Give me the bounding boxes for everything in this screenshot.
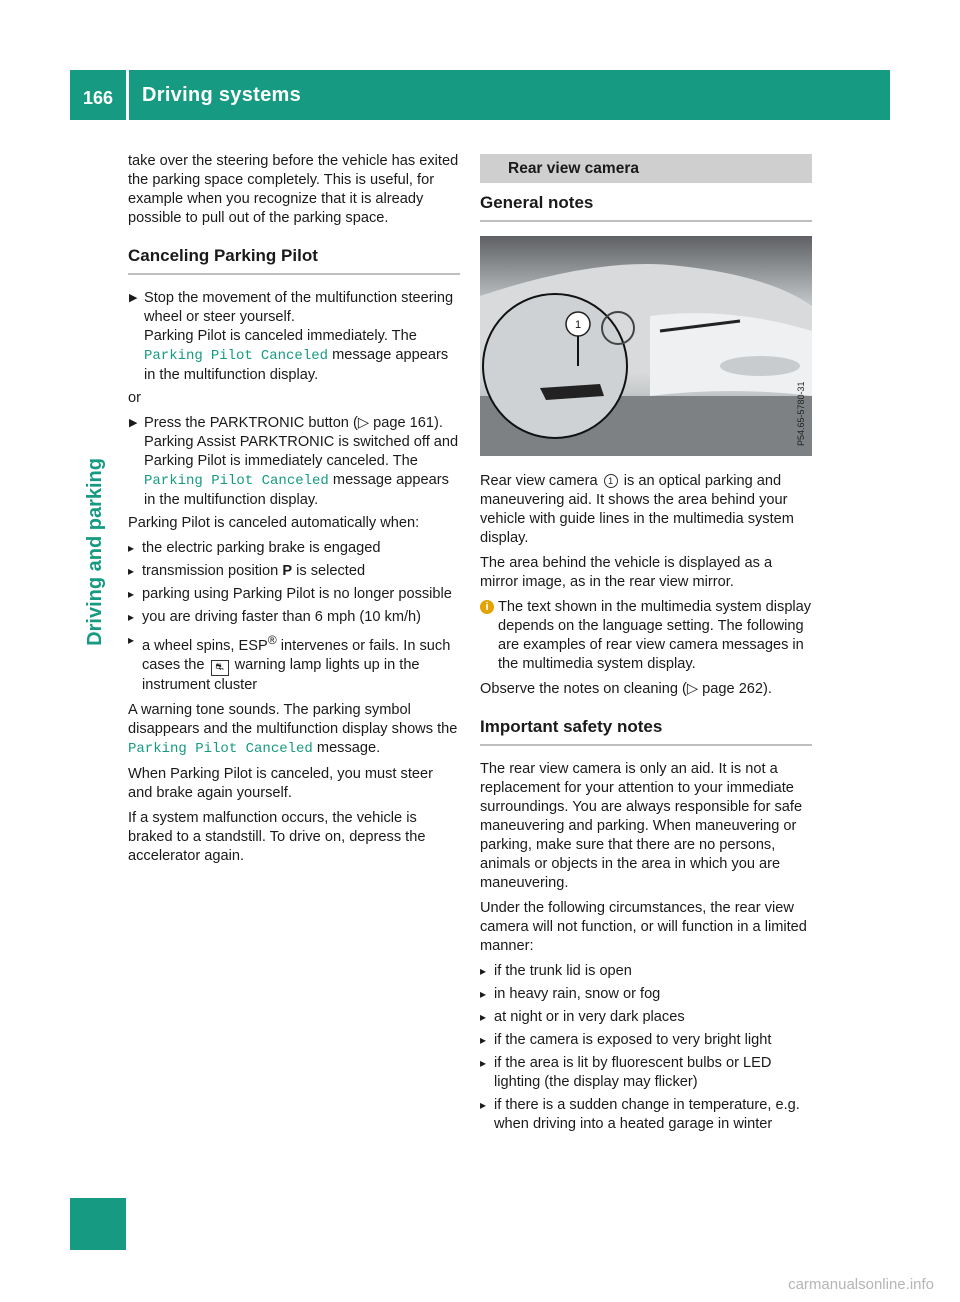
step1-result-b: message appears in the multifunction display. xyxy=(144,347,449,383)
cleaning-page-ref[interactable]: page 262). xyxy=(702,681,772,697)
section-title-bar: Rear view camera xyxy=(480,154,812,183)
list-item: ▸ if the area is lit by fluorescent bulbs or LED lighting (the display may flicker) xyxy=(480,1054,812,1092)
info-icon: i xyxy=(480,600,494,614)
step1-result-a: Parking Pilot is canceled immediately. The xyxy=(144,328,417,344)
photo-callout-number: 1 xyxy=(574,319,582,331)
intro-paragraph: take over the steering before the vehicle has exited the parking space completely. This is useful, for example when you recognize that it is already possible to pull out of the parking space. xyxy=(128,153,459,226)
step-press-parktronic xyxy=(128,414,460,510)
bullet-tail: is selected xyxy=(296,563,366,579)
chapter-title: Driving systems xyxy=(142,84,302,106)
camera-description xyxy=(480,472,812,548)
msg-parking-pilot-canceled: Parking Pilot Canceled xyxy=(128,740,313,757)
auto-cancel-intro: Parking Pilot is canceled automatically when: xyxy=(128,515,420,531)
list-item: ▸ the electric parking brake is engaged xyxy=(128,539,460,558)
rear-camera-photo xyxy=(480,236,812,456)
step-arrow-icon: ▶ xyxy=(129,417,138,429)
page-number: 166 xyxy=(82,88,114,108)
list-item: ▸ if the camera is exposed to very bright light xyxy=(480,1031,812,1050)
car-rear-illustration xyxy=(480,236,812,456)
or-separator: or xyxy=(128,390,141,406)
header-divider xyxy=(126,70,129,120)
canceling-heading: Canceling Parking Pilot xyxy=(128,246,460,275)
step2-result-a: Parking Assist PARKTRONIC is switched off and Parking Pilot is immediately canceled. The xyxy=(144,434,459,469)
bullet-text: warning lamp lights up in the instrument cluster xyxy=(142,656,420,693)
mirror-paragraph: The area behind the vehicle is displayed as a mirror image, as in the rear view mirror. xyxy=(480,555,773,590)
right-column xyxy=(480,152,812,1140)
tone-paragraph xyxy=(128,701,460,759)
malfunction-paragraph: If a system malfunction occurs, the vehicle is braked to a standstill. To drive on, depress the accelerator again. xyxy=(128,809,426,864)
list-item: ▸ if there is a sudden change in temperature, e.g. when driving into a heated garage in winter xyxy=(480,1096,812,1134)
side-tab-label: Driving and parking xyxy=(84,458,106,646)
warning-lamp-icon: ⛐ xyxy=(211,660,229,676)
bullet-text: transmission position xyxy=(142,563,279,579)
list-item: ▸ at night or in very dark places xyxy=(480,1008,812,1027)
side-tab-marker xyxy=(70,1198,126,1250)
registered-mark: ® xyxy=(267,633,277,647)
step2-text-b[interactable]: page 161). xyxy=(373,415,443,431)
tone-text-a: A warning tone sounds. The parking symbol disappears and the multifunction display shows the xyxy=(128,701,458,737)
msg-word-parking: Parking xyxy=(144,348,203,364)
cleaning-text-a: Observe the notes on cleaning ( xyxy=(480,681,687,697)
watermark-text: carmanualsonline.info xyxy=(788,1276,934,1293)
footer-watermark xyxy=(0,1276,960,1293)
camera-text-a: Rear view camera xyxy=(480,473,598,489)
general-notes-heading: General notes xyxy=(480,193,812,222)
cleaning-paragraph xyxy=(480,680,812,699)
list-item: ▸ if the trunk lid is open xyxy=(480,962,812,981)
info-note xyxy=(480,598,812,674)
step-arrow-icon: ▶ xyxy=(129,292,138,304)
list-item: ▸ parking using Parking Pilot is no longer possible xyxy=(128,585,460,604)
step2-text-a: Press the PARKTRONIC button ( xyxy=(144,415,358,431)
auto-cancel-list xyxy=(128,539,460,695)
msg-parking-pilot-canceled: Parking Pilot Canceled xyxy=(144,473,329,489)
page-header xyxy=(70,70,890,120)
list-item: ▸ you are driving faster than 6 mph (10 km/h) xyxy=(128,608,460,627)
left-column xyxy=(128,152,460,872)
bullet-text: a wheel spins, ESP xyxy=(142,637,268,654)
step-stop-movement xyxy=(128,289,460,385)
step2-result-b: message appears in the multifunction display. xyxy=(144,472,449,508)
photo-code: P54.65-5780-31 xyxy=(796,381,806,446)
msg-word-pilot: Pilot xyxy=(210,348,253,364)
list-item xyxy=(128,631,460,695)
safety-heading: Important safety notes xyxy=(480,717,812,746)
page-ref-arrow-icon: ▷ xyxy=(686,681,699,697)
callout-1-icon: 1 xyxy=(604,474,618,488)
msg-word-canceled: Canceled xyxy=(260,348,329,364)
list-item: ▸ in heavy rain, snow or fog xyxy=(480,985,812,1004)
list-item xyxy=(128,562,460,581)
gear-p: P xyxy=(282,563,293,579)
page-ref-arrow-icon: ▷ xyxy=(357,415,370,431)
steer-again-paragraph: When Parking Pilot is canceled, you must steer and brake again yourself. xyxy=(128,765,433,801)
conditions-list xyxy=(480,962,812,1134)
safety-paragraph-2: Under the following circumstances, the rear view camera will not function, or will function in a limited manner: xyxy=(480,900,807,954)
bullet-text: intervenes or fails. In such cases the xyxy=(142,637,451,673)
safety-paragraph-1: The rear view camera is only an aid. It is not a replacement for your attention to your immediate surroundings. You are always responsible for safe maneuvering and parking. When maneuvering or parking, make sure that there are no persons, animals or objects in the area in which you are maneuvering. xyxy=(480,761,803,891)
tone-text-b: message. xyxy=(316,739,381,756)
step1-text: Stop the movement of the multifunction steering wheel or steer yourself. xyxy=(144,290,454,325)
camera-text-b: is an optical parking and maneuvering aid. It shows the area behind your vehicle with guide lines in the multimedia system display. xyxy=(480,473,794,546)
info-text: The text shown in the multimedia system display depends on the language setting. The following are examples of rear view camera messages in the multimedia system display. xyxy=(498,599,812,672)
